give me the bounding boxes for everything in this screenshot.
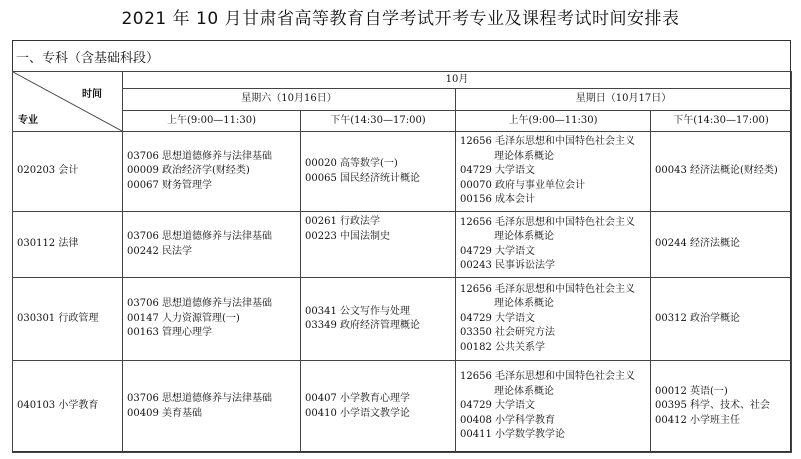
sun-pm-cell <box>651 132 792 212</box>
course-line: 00065 国民经济统计概论 <box>305 172 420 184</box>
course-line: 12656 毛泽东思想和中国特色社会主义 <box>460 216 635 228</box>
course-line: 00261 行政法学 <box>305 216 380 227</box>
course-line: 00410 小学语文教学论 <box>305 407 410 419</box>
course-line: 04729 大学语文 <box>460 165 535 177</box>
course-line: 00020 高等数学(一) <box>305 158 398 169</box>
document-title: 2021 年 10 月甘肃省高等教育自学考试开考专业及课程考试时间安排表 <box>121 9 680 29</box>
course-line: 00243 民事诉讼法学 <box>460 260 555 271</box>
course-line: 00407 小学教育心理学 <box>305 393 410 404</box>
corner-time-label: 时间 <box>82 89 102 100</box>
course-line: 12656 毛泽东思想和中国特色社会主义 <box>460 283 635 295</box>
month-header: 10月 <box>123 72 792 89</box>
course-line: 12656 毛泽东思想和中国特色社会主义 <box>460 371 635 383</box>
course-line: 00411 小学数学教学论 <box>460 429 565 441</box>
course-line: 00312 政治学概论 <box>655 312 740 324</box>
schedule-table <box>12 71 792 453</box>
sat-pm-cell <box>301 132 456 212</box>
table-row <box>13 132 792 212</box>
slot-header-sat-am: 上午(9:00—11:30) <box>123 111 301 132</box>
course-line: 03706 思想道德修养与法律基础 <box>127 231 272 242</box>
slot-header-sun-am: 上午(9:00—11:30) <box>456 111 651 132</box>
course-line: 04729 大学语文 <box>460 400 535 412</box>
course-line: 00412 小学班主任 <box>655 414 740 426</box>
sun-pm-cell <box>651 361 792 453</box>
major-name: 030112 法律 <box>13 212 123 278</box>
course-line: 03349 政府经济管理概论 <box>305 320 420 331</box>
sat-am-cell <box>123 212 301 278</box>
course-line: 00408 小学科学教育 <box>460 414 555 426</box>
corner-major-label: 专业 <box>18 114 38 126</box>
slot-header-sun-pm: 下午(14:30—17:00) <box>651 111 792 132</box>
slot-header-sat-pm: 下午(14:30—17:00) <box>301 111 456 132</box>
table-row <box>13 361 792 453</box>
section-title: 一、专科（含基础科段） <box>16 51 160 66</box>
sun-pm-cell <box>651 212 792 278</box>
course-line: 00156 成本会计 <box>460 194 535 206</box>
course-line: 00043 经济法概论(财经类) <box>655 165 778 177</box>
course-line: 00242 民法学 <box>127 245 192 257</box>
course-line: 00223 中国法制史 <box>305 230 390 242</box>
sun-am-cell <box>456 361 651 453</box>
major-name: 040103 小学教育 <box>13 361 123 453</box>
course-line: 04729 大学语文 <box>460 312 535 324</box>
day-header-sunday: 星期日（10月17日） <box>456 89 792 111</box>
course-line: 00067 财务管理学 <box>127 179 212 191</box>
table-row <box>13 212 792 278</box>
sat-pm-cell <box>301 278 456 361</box>
course-line: 00395 科学、技术、社会 <box>655 400 770 412</box>
sat-am-cell <box>123 132 301 212</box>
course-line: 理论体系概论 <box>494 150 554 162</box>
course-line: 00409 美育基础 <box>127 407 202 419</box>
course-line: 03706 思想道德修养与法律基础 <box>127 150 272 162</box>
sun-am-cell <box>456 278 651 361</box>
course-line: 03350 社会研究方法 <box>460 327 555 339</box>
course-line: 00163 管理心理学 <box>127 327 212 339</box>
course-line: 00147 人力资源管理(一) <box>127 312 240 324</box>
course-line: 00009 政治经济学(财经类) <box>127 165 250 177</box>
course-line: 00341 公文写作与处理 <box>305 305 410 317</box>
course-line: 理论体系概论 <box>494 385 554 397</box>
sat-pm-cell <box>301 361 456 453</box>
course-line: 00182 公共关系学 <box>460 341 545 353</box>
sun-am-cell <box>456 132 651 212</box>
major-name: 030301 行政管理 <box>13 278 123 361</box>
course-line: 03706 思想道德修养与法律基础 <box>127 298 272 310</box>
major-name: 020203 会计 <box>13 132 123 212</box>
table-row <box>13 278 792 361</box>
course-line: 03706 思想道德修养与法律基础 <box>127 393 272 404</box>
course-line: 00012 英语(一) <box>655 385 728 397</box>
course-line: 00070 政府与事业单位会计 <box>460 179 585 191</box>
sat-am-cell <box>123 278 301 361</box>
corner-header <box>13 72 123 132</box>
course-line: 理论体系概论 <box>494 231 554 242</box>
sun-am-cell <box>456 212 651 278</box>
course-line: 12656 毛泽东思想和中国特色社会主义 <box>460 136 635 148</box>
course-line: 04729 大学语文 <box>460 245 535 257</box>
sat-am-cell <box>123 361 301 453</box>
course-line: 理论体系概论 <box>494 298 554 310</box>
course-line: 00244 经济法概论 <box>655 238 740 250</box>
sat-pm-cell <box>301 212 456 278</box>
sun-pm-cell <box>651 278 792 361</box>
day-header-saturday: 星期六（10月16日） <box>123 89 456 111</box>
